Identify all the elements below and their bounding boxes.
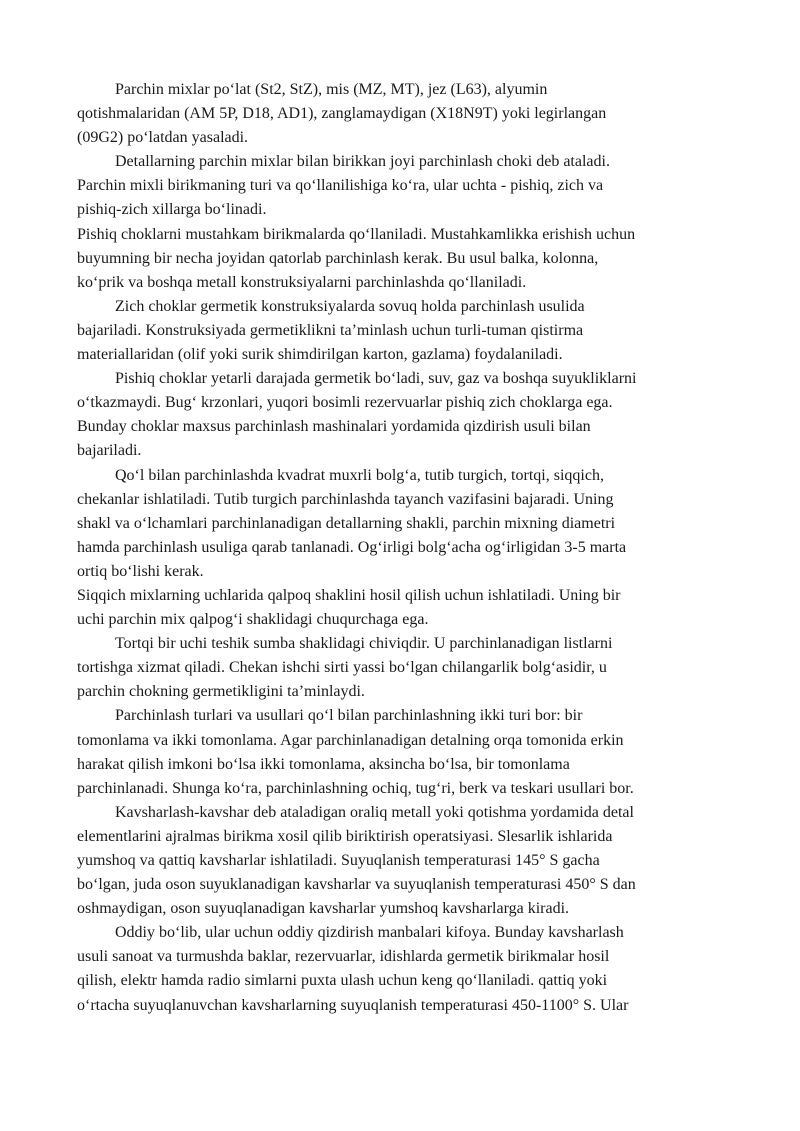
text-line: Detallarning parchin mixlar bilan birikkan joyi parchinlash choki deb ataladi.	[115, 153, 610, 171]
text-line: shakl va o‘lchamlari parchinlanadigan detallarning shakli, parchin mixning diametri	[77, 514, 616, 532]
paragraph	[77, 584, 737, 632]
text-line: chekanlar ishlatiladi. Tutib turgich parchinlashda tayanch vazifasini bajaradi. Uning	[77, 490, 614, 508]
text-line: parchinlanadi. Shunga ko‘ra, parchinlashning ochiq, tug‘ri, berk va teskari usullari bor.	[77, 779, 634, 797]
text-line: Oddiy bo‘lib, ular uchun oddiy qizdirish manbalari kifoya. Bunday kavsharlash	[115, 924, 624, 942]
text-line: ortiq bo‘lishi kerak.	[77, 562, 204, 580]
text-line: pishiq-zich xillarga bo‘linadi.	[77, 201, 267, 219]
paragraph	[77, 704, 737, 800]
text-line: yumshoq va qattiq kavsharlar ishlatiladi. Suyuqlanish temperaturasi 145° S gacha	[77, 852, 600, 869]
text-line: Parchin mixli birikmaning turi va qo‘llanilishiga ko‘ra, ular uchta - pishiq, zich va	[77, 177, 604, 195]
text-line: qotishmalaridan (AM 5P, D18, AD1), zanglamaydigan (X18N9T) yoki legirlangan	[77, 105, 607, 123]
paragraph	[77, 78, 737, 150]
text-line: Qo‘l bilan parchinlashda kvadrat muxrli bolg‘a, tutib turgich, tortqi, siqqich,	[115, 466, 604, 484]
paragraph	[77, 295, 737, 367]
paragraph	[77, 367, 737, 463]
paragraph	[77, 464, 737, 584]
text-line: bajariladi.	[77, 442, 142, 460]
text-line: elementlarini ajralmas birikma xosil qilib biriktirish operatsiyasi. Slesarlik ishlarida	[77, 827, 613, 845]
text-line: usuli sanoat va turmushda baklar, rezervuarlar, idishlarda germetik birikmalar hosil	[77, 948, 610, 966]
text-line: buyumning bir necha joyidan qatorlab parchinlash kerak. Bu usul balka, kolonna,	[77, 249, 599, 267]
text-line: harakat qilish imkoni bo‘lsa ikki tomonlama, aksincha bo‘lsa, bir tomonlama	[77, 755, 570, 773]
paragraph	[77, 632, 737, 704]
text-line: tomonlama va ikki tomonlama. Agar parchinlanadigan detalning orqa tomonida erkin	[77, 731, 624, 749]
text-line: ko‘prik va boshqa metall konstruksiyalarni parchinlashda qo‘llaniladi.	[77, 273, 527, 291]
text-line: parchin chokning germetikligini ta’minlaydi.	[77, 683, 365, 701]
text-line: materiallaridan (olif yoki surik shimdirilgan karton, gazlama) foydalaniladi.	[77, 346, 563, 364]
paragraph	[77, 921, 737, 1017]
text-line: bajariladi. Konstruksiyada germetiklikni ta’minlash uchun turli-tuman qistirma	[77, 321, 584, 339]
text-line: Pishiq choklar yetarli darajada germetik bo‘ladi, suv, gaz va boshqa suyukliklarni	[115, 370, 637, 388]
text-line: Zich choklar germetik konstruksiyalarda sovuq holda parchinlash usulida	[115, 297, 585, 315]
text-line: Tortqi bir uchi teshik sumba shaklidagi chiviqdir. U parchinlanadigan listlarni	[115, 635, 613, 653]
paragraph	[77, 223, 737, 295]
text-line: o‘rtacha suyuqlanuvchan kavsharlarning suyuqlanish temperaturasi 450-1100° S. Ular	[77, 996, 629, 1014]
document-page	[77, 78, 737, 1018]
text-line: Kavsharlash-kavshar deb ataladigan oraliq metall yoki qotishma yordamida detal	[115, 803, 634, 821]
text-line: hamda parchinlash usuliga qarab tanlanadi. Og‘irligi bolg‘acha og‘irligidan 3-5 marta	[77, 538, 627, 556]
text-line: uchi parchin mix qalpog‘i shaklidagi chuqurchaga ega.	[77, 611, 429, 629]
paragraph	[77, 150, 737, 222]
text-line: Siqqich mixlarning uchlarida qalpoq shaklini hosil qilish uchun ishlatiladi. Uning bir	[77, 586, 621, 604]
paragraph	[77, 801, 737, 921]
text-line: tortishga xizmat qiladi. Chekan ishchi sirti yassi bo‘lgan chilangarlik bolg‘asidir, u	[77, 659, 607, 677]
text-line: o‘tkazmaydi. Bug‘ krzonlari, yuqori bosimli rezervuarlar pishiq zich choklarga ega.	[77, 394, 613, 412]
text-line: oshmaydigan, oson suyuqlanadigan kavsharlar yumshoq kavsharlarga kiradi.	[77, 900, 570, 918]
text-line: Pishiq choklarni mustahkam birikmalarda qo‘llaniladi. Mustahkamlikka erishish uchun	[77, 225, 636, 243]
text-line: bo‘lgan, juda oson suyuklanadigan kavsharlar va suyuqlanish temperaturasi 450° S dan	[77, 876, 636, 894]
text-line: Parchin mixlar po‘lat (St2, StZ), mis (MZ, MT), jez (L63), alyumin	[115, 81, 548, 98]
text-line: Bunday choklar maxsus parchinlash mashinalari yordamida qizdirish usuli bilan	[77, 418, 591, 436]
text-line: Parchinlash turlari va usullari qo‘l bilan parchinlashning ikki turi bor: bir	[115, 707, 583, 725]
text-line: qilish, elektr hamda radio simlarni puxta ulash uchun keng qo‘llaniladi. qattiq yoki	[77, 972, 608, 990]
text-line: (09G2) po‘latdan yasaladi.	[77, 129, 249, 147]
